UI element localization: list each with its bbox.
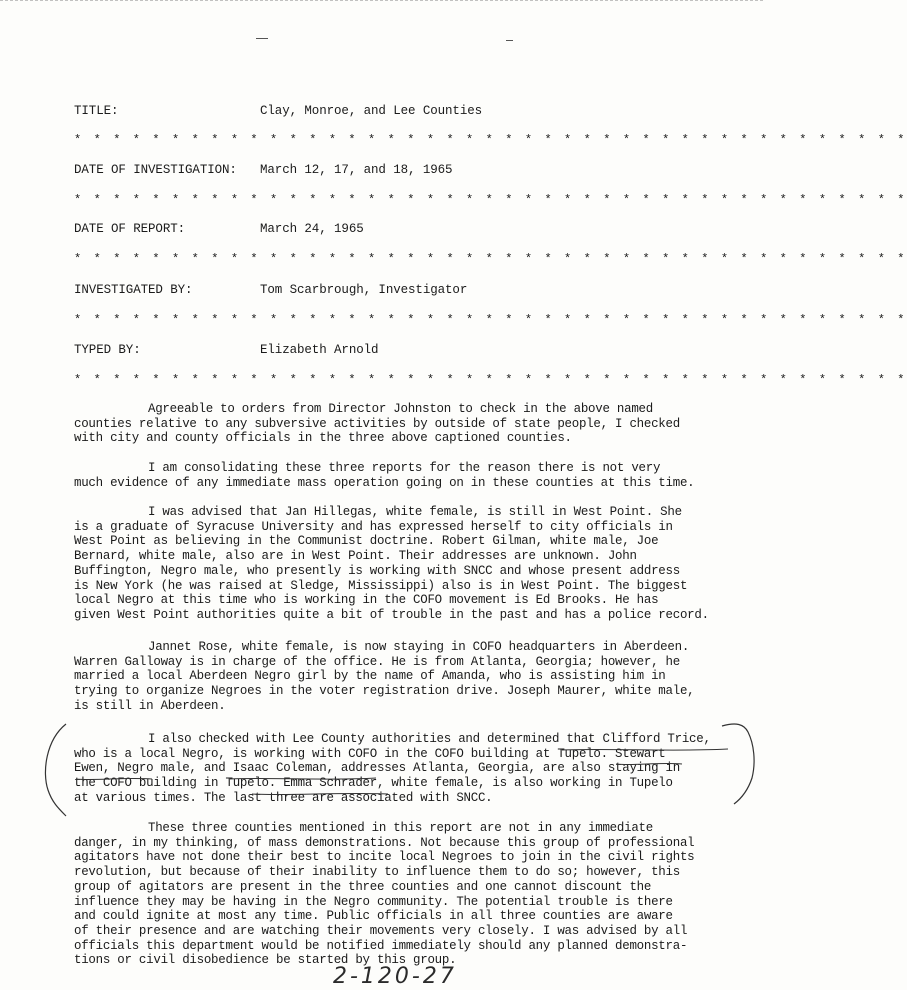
handwritten-bracket-left (40, 720, 70, 820)
text-line: group of agitators are present in the three counties and one cannot discount the (74, 879, 652, 894)
separator: * * * * * * * * * * * * * * * * * * * * * * * * * * * * * * * * * * * * * * * * * * * (74, 373, 907, 387)
text-line: who is a local Negro, is working with COFO in the COFO building at Tupelo. Stewart (74, 746, 666, 761)
separator: * * * * * * * * * * * * * * * * * * * * * * * * * * * * * * * * * * * * * * * * * * * (74, 193, 907, 207)
text-line: Warren Galloway is in charge of the office. He is from Atlanta, Georgia; however, he (74, 654, 680, 669)
field-typed-by (74, 343, 378, 357)
handwritten-underline (250, 790, 390, 798)
text-line: Ewen, Negro male, and Isaac Coleman, addresses Atlanta, Georgia, are also staying in (74, 761, 680, 776)
field-value: March 12, 17, and 18, 1965 (260, 163, 453, 177)
field-value: Tom Scarbrough, Investigator (260, 283, 468, 297)
text-line: married a local Aberdeen Negro girl by the name of Amanda, who is assisting him in (74, 669, 666, 684)
field-date-of-investigation (74, 163, 452, 177)
scan-top-edge (0, 0, 763, 4)
text-line: Bernard, white male, also are in West Point. Their addresses are unknown. John (74, 549, 637, 564)
field-title (74, 104, 482, 118)
text-line: is a graduate of Syracuse University and has expressed herself to city officials in (74, 519, 673, 534)
field-date-of-report (74, 222, 364, 236)
handwritten-file-number: 2-120-27 (333, 964, 457, 989)
handwritten-underline (74, 775, 154, 783)
field-label: INVESTIGATED BY: (74, 283, 193, 297)
text-line: agitators have not done their best to incite local Negroes to join in the civil rights (74, 850, 695, 865)
text-line: with city and county officials in the three above captioned counties. (74, 431, 572, 446)
field-value: Elizabeth Arnold (260, 343, 379, 357)
text-line: local Negro at this time who is working in the COFO movement is Ed Brooks. He has (74, 593, 659, 608)
text-line: trying to organize Negroes in the voter registration drive. Joseph Maurer, white male, (74, 684, 695, 699)
handwritten-underline (560, 746, 730, 754)
text-line: officials this department would be notified immediately should any planned demonstra- (74, 938, 688, 953)
text-line: influence they may be having in the Negro community. The potential trouble is there (74, 894, 673, 909)
text-line: Buffington, Negro male, who presently is working with SNCC and whose present address (74, 563, 680, 578)
field-value: Clay, Monroe, and Lee Counties (260, 104, 483, 118)
field-label: DATE OF INVESTIGATION: (74, 163, 237, 177)
paragraph-5 (74, 732, 734, 806)
separator: * * * * * * * * * * * * * * * * * * * * * * * * * * * * * * * * * * * * * * * * * * * (74, 133, 907, 147)
field-investigated-by (74, 283, 467, 297)
text-line: I also checked with Lee County authorities and determined that Clifford Trice, (148, 732, 711, 746)
text-line: counties relative to any subversive activities by outside of state people, I checked (74, 416, 680, 431)
scan-mark (256, 38, 268, 39)
handwritten-underline (228, 775, 378, 783)
field-label: DATE OF REPORT: (74, 222, 186, 236)
text-line: much evidence of any immediate mass operation going on in these counties at this time. (74, 475, 695, 490)
text-line: is still in Aberdeen. (74, 698, 226, 713)
handwritten-underline (614, 760, 684, 768)
text-line: I was advised that Jan Hillegas, white female, is still in West Point. She (148, 505, 682, 519)
text-line: given West Point authorities quite a bit of trouble in the past and has a police record. (74, 607, 709, 622)
field-label: TITLE: (74, 104, 119, 118)
separator: * * * * * * * * * * * * * * * * * * * * * * * * * * * * * * * * * * * * * * * * * * * (74, 313, 907, 327)
text-line: tions or civil disobedience be started by this group. (74, 953, 457, 968)
paragraph-6 (74, 821, 734, 968)
field-value: March 24, 1965 (260, 222, 364, 236)
text-line: is New York (he was raised at Sledge, Mississippi) also is in West Point. The biggest (74, 578, 688, 593)
paragraph-1 (74, 402, 734, 446)
text-line: revolution, but because of their inability to influence them to do so; however, this (74, 865, 680, 880)
text-line: Jannet Rose, white female, is now staying in COFO headquarters in Aberdeen. (148, 640, 690, 654)
text-line: These three counties mentioned in this report are not in any immediate (148, 821, 653, 835)
paragraph-2 (74, 461, 734, 490)
field-label: TYPED BY: (74, 343, 141, 357)
paragraph-4 (74, 640, 734, 714)
text-line: at various times. The last three are associated with SNCC. (74, 790, 493, 805)
text-line: Agreeable to orders from Director Johnston to check in the above named (148, 402, 653, 416)
scan-mark (506, 40, 513, 41)
text-line: and could ignite at most any time. Public officials in all three counties are aware (74, 909, 673, 924)
text-line: of their presence and are watching their movements very closely. I was advised by all (74, 923, 688, 938)
text-line: danger, in my thinking, of mass demonstrations. Not because this group of professional (74, 835, 695, 850)
separator: * * * * * * * * * * * * * * * * * * * * * * * * * * * * * * * * * * * * * * * * * * * (74, 252, 907, 266)
text-line: I am consolidating these three reports for the reason there is not very (148, 461, 661, 475)
text-line: West Point as believing in the Communist doctrine. Robert Gilman, white male, Joe (74, 534, 659, 549)
paragraph-3 (74, 505, 734, 623)
text-line: the COFO building in Tupelo. Emma Schrader, white female, is also working in Tupelo (74, 776, 673, 791)
